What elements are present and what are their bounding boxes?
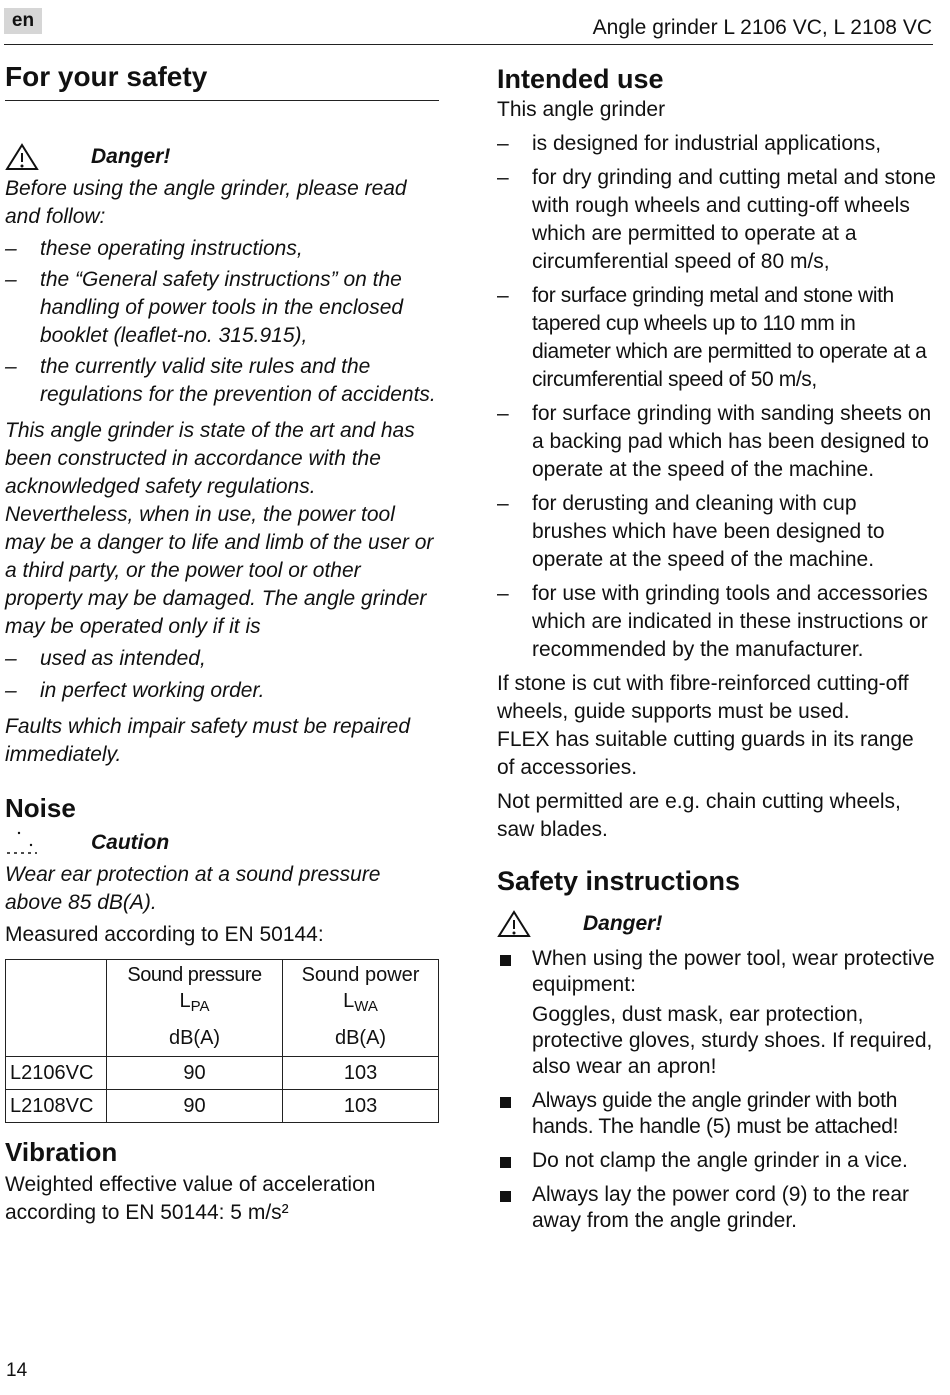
- stone-note: If stone is cut with fibre-reinforced cutting-off wheels, guide supports must be used.: [497, 672, 909, 723]
- measured-text: Measured according to EN 50144:: [5, 923, 324, 946]
- ear-protection-text: Wear ear protection at a sound pressure above 85 dB(A).: [5, 863, 381, 914]
- bullet-main: Always lay the power cord (9) to the rear away from the angle grinder.: [532, 1183, 909, 1232]
- header-divider: [4, 44, 933, 45]
- safety-bullet: [497, 1182, 937, 1234]
- intended-item: – is designed for industrial applications,: [497, 130, 937, 158]
- table-corner-cell: [6, 960, 107, 1021]
- safety-instructions-heading: Safety instructions: [497, 866, 741, 896]
- safety-intro: Before using the angle grinder, please read and follow:: [5, 177, 407, 228]
- follow-item: – the “General safety instructions” on the handling of power tools in the enclosed booklet (leaflet-no. 315.915),: [5, 266, 439, 350]
- sound-table: [5, 959, 439, 1123]
- left-column: [5, 60, 439, 1227]
- safety-bullet: [497, 946, 937, 1080]
- intended-item: – for derusting and cleaning with cup brushes which have been designed to operate at the speed of the machine.: [497, 490, 937, 574]
- intended-intro: This angle grinder: [497, 98, 666, 121]
- bullet-main: Do not clamp the angle grinder in a vice.: [532, 1149, 908, 1172]
- unit-cell: dB(A): [107, 1020, 283, 1057]
- model-cell: L2108VC: [6, 1090, 107, 1123]
- power-cell: 103: [283, 1090, 439, 1123]
- safety-bullet: [497, 1088, 937, 1140]
- condition-item: – used as intended,: [5, 645, 439, 673]
- intended-item: – for dry grinding and cutting metal and stone with rough wheels and cutting-off wheels which are permitted to operate at a circumferential speed of 80 m/s,: [497, 164, 937, 276]
- faults-text: Faults which impair safety must be repaired immediately.: [5, 715, 410, 766]
- vibration-heading: Vibration: [5, 1137, 118, 1167]
- follow-item: – the currently valid site rules and the regulations for the prevention of accidents.: [5, 353, 439, 409]
- danger-label: Danger!: [91, 145, 171, 168]
- danger-warning: [5, 139, 439, 175]
- caution-triangle-icon: [5, 829, 39, 857]
- vibration-text: Weighted effective value of acceleration according to EN 50144: 5 m/s²: [5, 1173, 376, 1224]
- noise-heading: Noise: [5, 793, 76, 823]
- state-of-art-text: This angle grinder is state of the art and has been constructed in accordance with the acknowledged safety regulations.: [5, 419, 415, 498]
- pressure-cell: 90: [107, 1090, 283, 1123]
- safety-bullet: [497, 1148, 937, 1174]
- bullet-main: When using the power tool, wear protective equipment:: [532, 947, 935, 996]
- sound-power-header: [283, 960, 439, 1021]
- sound-pressure-label: Sound pressure: [127, 964, 262, 986]
- safety-heading: For your safety: [5, 60, 439, 101]
- power-cell: 103: [283, 1057, 439, 1090]
- table-corner-cell: [6, 1020, 107, 1057]
- danger-triangle-icon: [497, 910, 531, 938]
- intended-item: – for surface grinding with sanding sheets on a backing pad which has been designed to operate at the speed of the machine.: [497, 400, 937, 484]
- nevertheless-text: Nevertheless, when in use, the power tool may be a danger to life and limb of the user or a third party, or the power tool or other property may be damaged. The angle grinder may be operated only if it is: [5, 503, 434, 638]
- intended-use-heading: Intended use: [497, 64, 664, 94]
- sound-power-symbol: $L_{WA}$: [343, 990, 378, 1015]
- danger-warning: [497, 906, 937, 942]
- table-unit-row: [6, 1020, 439, 1057]
- bullet-main: Always guide the angle grinder with both hands. The handle (5) must be attached!: [532, 1089, 899, 1138]
- not-permitted-text: Not permitted are e.g. chain cutting wheels, saw blades.: [497, 790, 901, 841]
- right-column: [497, 62, 937, 1234]
- bullet-extra: Goggles, dust mask, ear protection, protective gloves, sturdy shoes. If required, also wear an apron!: [532, 1003, 933, 1078]
- page-number: 14: [6, 1360, 28, 1381]
- intended-item: – for surface grinding metal and stone with tapered cup wheels up to 110 mm in diameter which are permitted to operate at a circumferential speed of 50 m/s,: [497, 282, 937, 394]
- danger-triangle-icon: [5, 143, 39, 171]
- sound-pressure-header: [107, 960, 283, 1021]
- caution-warning: [5, 825, 439, 861]
- language-badge: en: [4, 8, 42, 34]
- table-row: [6, 1057, 439, 1090]
- sound-power-label: Sound power: [301, 964, 420, 986]
- table-header-row: [6, 960, 439, 1021]
- condition-item: – in perfect working order.: [5, 677, 439, 705]
- document-title: Angle grinder L 2106 VC, L 2108 VC: [592, 16, 932, 39]
- flex-note: FLEX has suitable cutting guards in its range of accessories.: [497, 728, 914, 779]
- pressure-cell: 90: [107, 1057, 283, 1090]
- intended-item: – for use with grinding tools and accessories which are indicated in these instructions or recommended by the manufacturer.: [497, 580, 937, 664]
- sound-pressure-symbol: $L_{PA}$: [179, 990, 210, 1015]
- follow-item: – these operating instructions,: [5, 235, 439, 263]
- unit-cell: dB(A): [283, 1020, 439, 1057]
- danger-label: Danger!: [583, 912, 663, 935]
- model-cell: L2106VC: [6, 1057, 107, 1090]
- table-row: [6, 1090, 439, 1123]
- caution-label: Caution: [91, 831, 170, 854]
